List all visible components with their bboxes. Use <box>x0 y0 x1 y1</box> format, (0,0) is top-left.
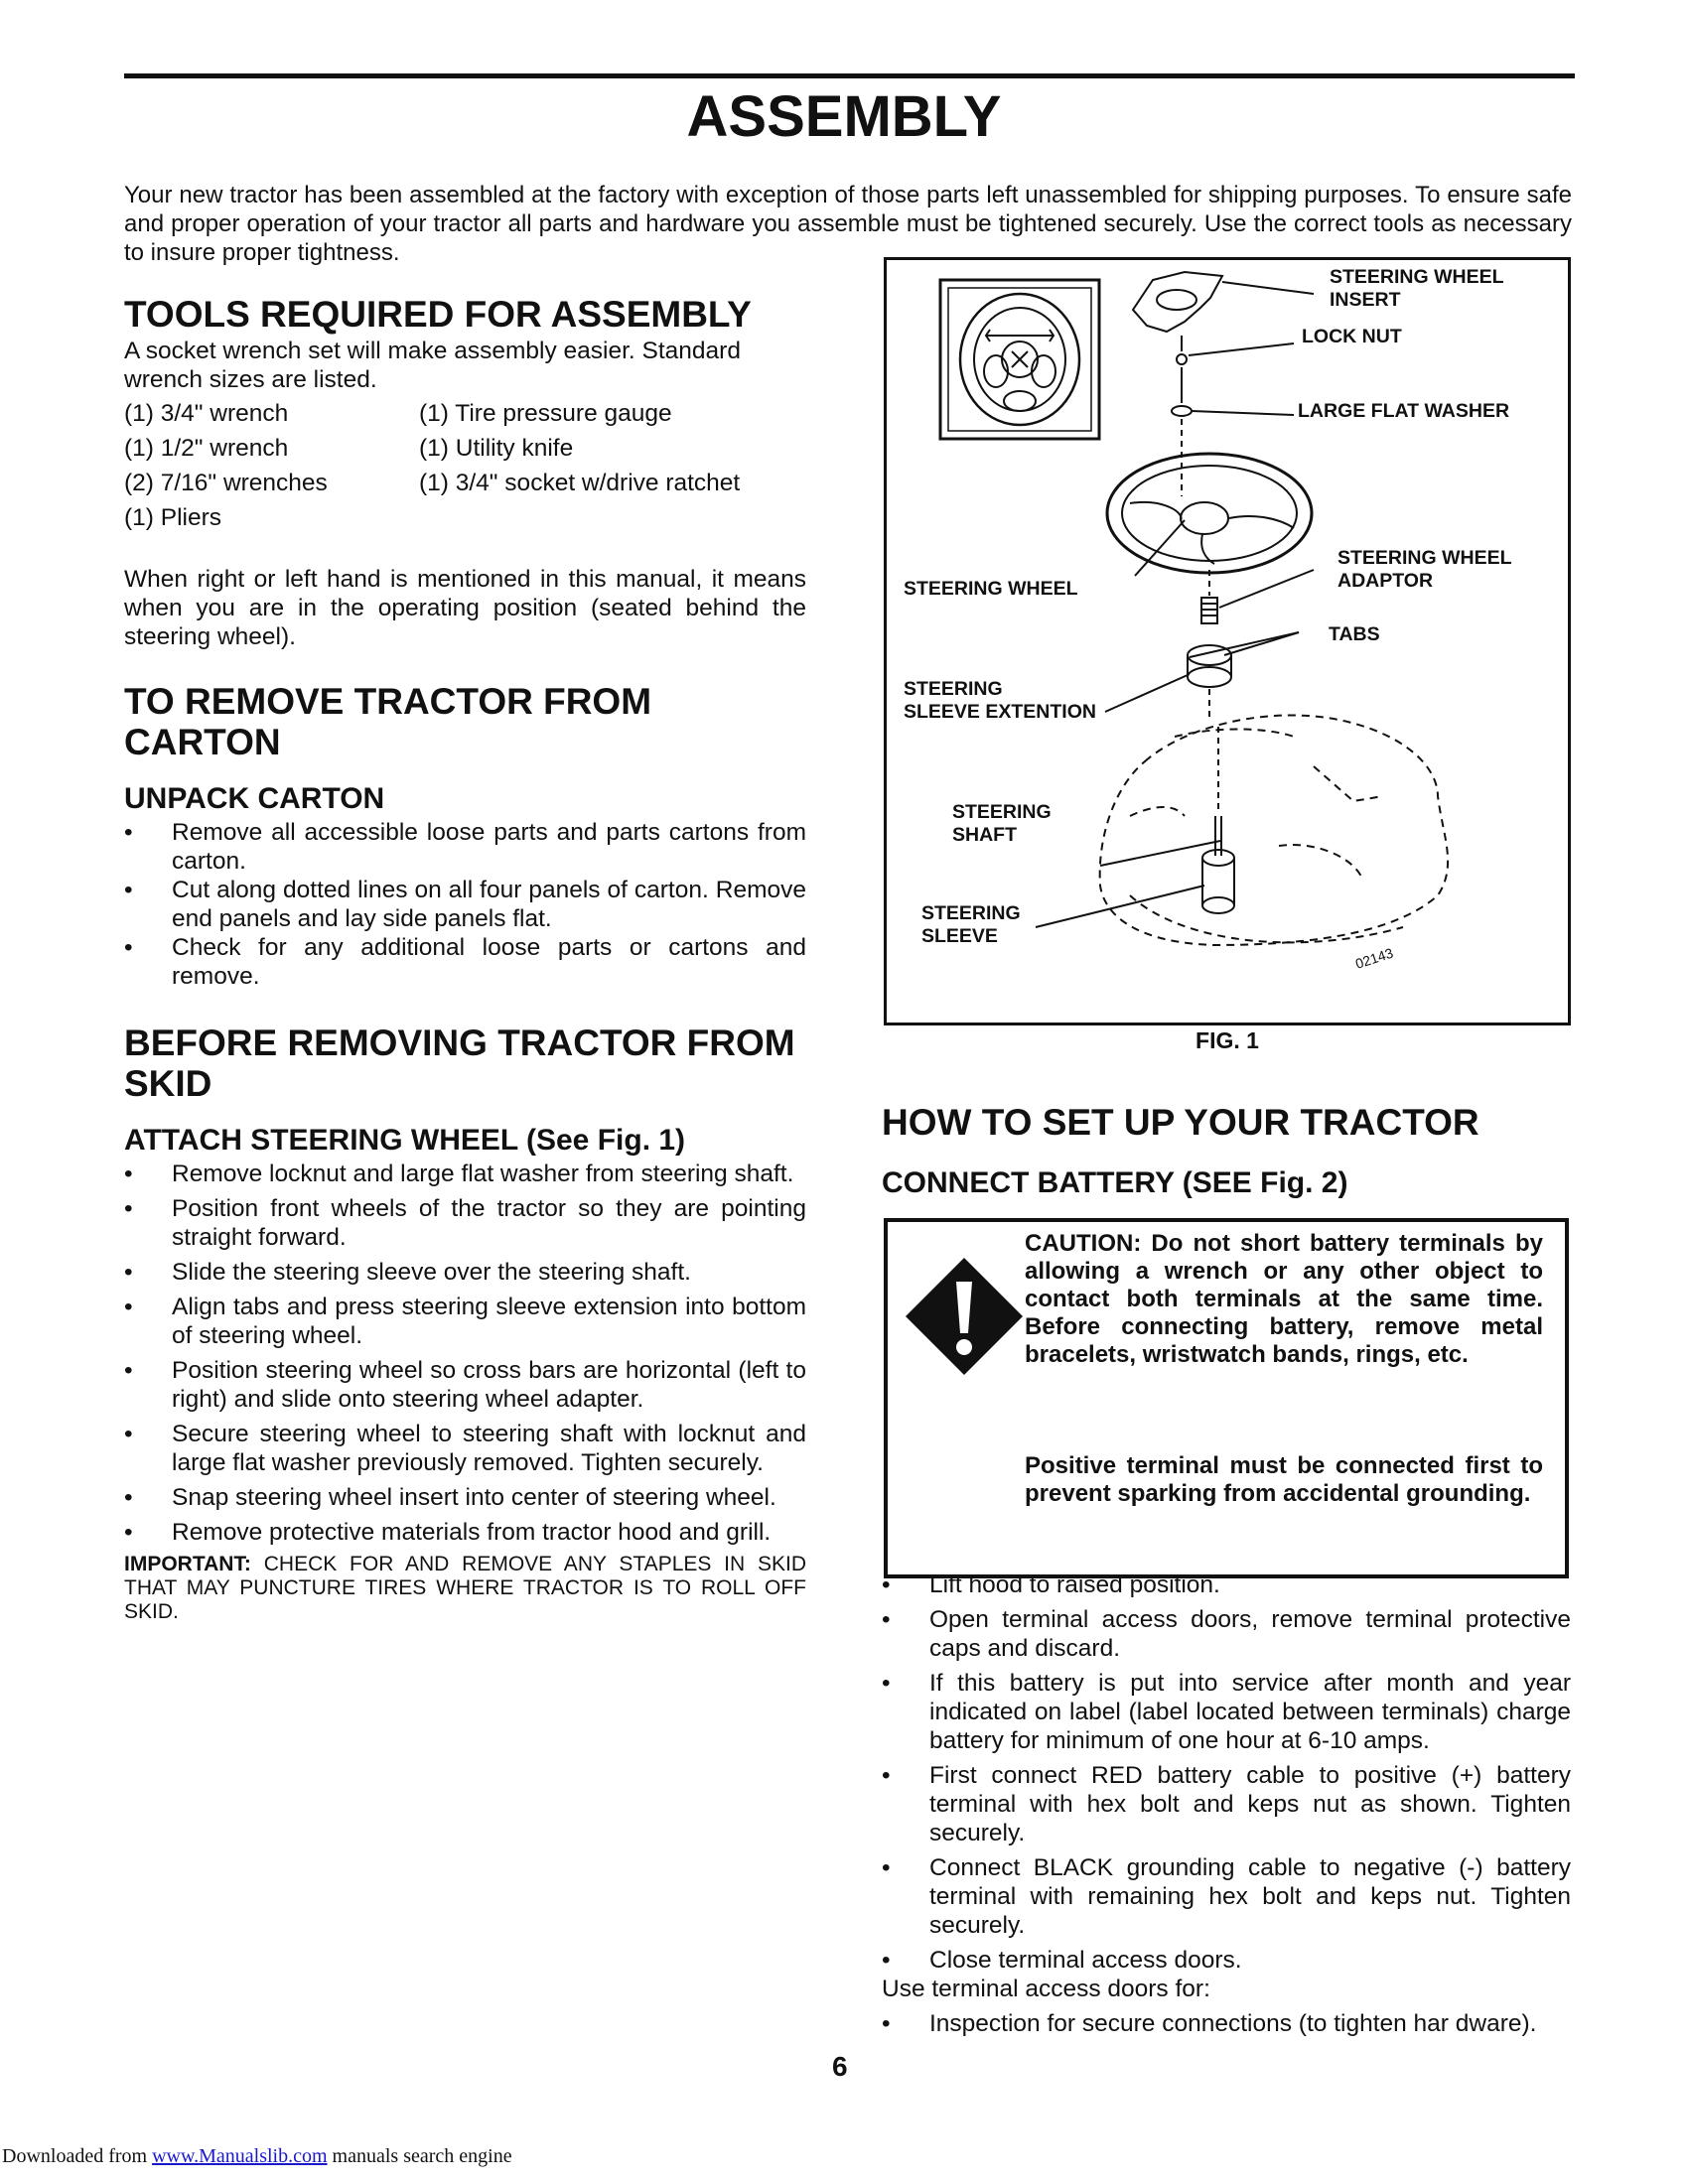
label-steering-shaft: STEERING SHAFT <box>952 801 1052 846</box>
tool-item: (1) 1/2" wrench <box>124 435 289 462</box>
battery-list <box>882 1570 1571 1975</box>
list-item: • Remove protective materials from tractor hood and grill. <box>124 1518 806 1547</box>
tool-item: (1) 3/4" socket w/drive ratchet <box>419 470 741 496</box>
label-steering-wheel: STEERING WHEEL <box>904 578 1078 600</box>
use-doors-text: Use terminal access doors for: <box>882 1976 1210 2002</box>
label-large-flat-washer: LARGE FLAT WASHER <box>1298 400 1510 422</box>
tools-list <box>124 396 806 535</box>
doors-list <box>882 2009 1571 2038</box>
list-item: • Position front wheels of the tractor so they are pointing straight forward. <box>124 1194 806 1252</box>
label-steering-sleeve-extension: STEERING SLEEVE EXTENTION <box>904 678 1096 723</box>
tool-item: (1) Utility knife <box>419 435 574 462</box>
part-number-label: 02143 <box>1352 944 1395 972</box>
tool-item: (1) Pliers <box>124 504 222 531</box>
list-item: • Check for any additional loose parts or cartons and remove. <box>124 933 806 991</box>
important-label: IMPORTANT: <box>124 1553 251 1575</box>
tool-item: (2) 7/16" wrenches <box>124 470 328 496</box>
label-steering-wheel-insert: STEERING WHEEL INSERT <box>1330 266 1504 311</box>
tools-intro: A socket wrench set will make assembly easier. Standard wrench sizes are listed. <box>124 338 741 393</box>
list-item: • Secure steering wheel to steering shaft with locknut and large flat washer previously removed. Tighten securely. <box>124 1420 806 1477</box>
list-item: • First connect RED battery cable to positive (+) battery terminal with hex bolt and keps nut as shown. Tighten securely. <box>882 1761 1571 1847</box>
tools-heading: TOOLS REQUIRED FOR ASSEMBLY <box>124 294 752 335</box>
list-item: • Slide the steering sleeve over the steering shaft. <box>124 1258 806 1287</box>
figure-caption: FIG. 1 <box>1196 1027 1259 1053</box>
battery-subheading: CONNECT BATTERY (SEE Fig. 2) <box>882 1166 1348 1199</box>
important-note <box>124 1553 806 1624</box>
page-title: ASSEMBLY <box>686 84 1002 149</box>
page-number: 6 <box>832 2051 848 2082</box>
important-text: CHECK FOR AND REMOVE ANY STAPLES IN SKID THAT MAY PUNCTURE TIRES WHERE TRACTOR IS TO ROLL OFF SKID. <box>124 1553 806 1623</box>
tool-item: (1) Tire pressure gauge <box>419 400 672 427</box>
top-rule <box>124 73 1575 78</box>
label-lock-nut: LOCK NUT <box>1302 326 1402 347</box>
caution-text-2: Positive terminal must be connected first to prevent sparking from accidental grounding. <box>1025 1452 1543 1507</box>
tool-item: (1) 3/4" wrench <box>124 400 289 427</box>
list-item: • Cut along dotted lines on all four panels of carton. Remove end panels and lay side panels flat. <box>124 876 806 933</box>
skid-heading: BEFORE REMOVING TRACTOR FROM SKID <box>124 1023 795 1104</box>
list-item: • If this battery is put into service after month and year indicated on label (label located between terminals) charge battery for minimum of one hour at 6-10 amps. <box>882 1669 1571 1755</box>
list-item: • Lift hood to raised position. <box>882 1570 1571 1599</box>
list-item: • Remove locknut and large flat washer from steering shaft. <box>124 1160 806 1188</box>
battery-steps <box>882 1570 1571 2044</box>
remove-heading: TO REMOVE TRACTOR FROM CARTON <box>124 681 652 762</box>
tool-item <box>419 500 806 535</box>
manualslib-link[interactable]: www.Manualslib.com <box>152 2145 328 2167</box>
figure-1 <box>884 257 1571 1025</box>
intro-paragraph: Your new tractor has been assembled at the factory with exception of those parts left unassembled for shipping purposes. To ensure safe and proper operation of your tractor all parts and hardware you assemble must be tightened securely. Use the correct tools as necessary to insure proper tightness. <box>124 182 1572 266</box>
caution-box <box>884 1218 1569 1578</box>
warning-icon <box>900 1252 1029 1381</box>
setup-heading: HOW TO SET UP YOUR TRACTOR <box>882 1102 1479 1143</box>
unpack-subheading: UNPACK CARTON <box>124 782 385 815</box>
list-item: • Remove all accessible loose parts and parts cartons from carton. <box>124 818 806 876</box>
steering-list <box>124 1160 806 1547</box>
list-item: • Connect BLACK grounding cable to negative (-) battery terminal with remaining hex bolt and keps nut. Tighten securely. <box>882 1853 1571 1940</box>
steering-subheading: ATTACH STEERING WHEEL (See Fig. 1) <box>124 1124 686 1157</box>
list-item: • Position steering wheel so cross bars are horizontal (left to right) and slide onto steering wheel adapter. <box>124 1356 806 1414</box>
list-item: • Inspection for secure connections (to tighten har dware). <box>882 2009 1571 2038</box>
list-item: • Snap steering wheel insert into center of steering wheel. <box>124 1483 806 1512</box>
footer-prefix: Downloaded from <box>2 2145 153 2167</box>
caution-text-1: CAUTION: Do not short battery terminals by allowing a wrench or any other object to contact both terminals at the same time. Before connecting battery, remove metal bracelets, wristwatch bands, rings, etc. <box>1025 1230 1543 1368</box>
list-item: • Open terminal access doors, remove terminal protective caps and discard. <box>882 1605 1571 1663</box>
hand-note: When right or left hand is mentioned in this manual, it means when you are in the operating position (seated behind the steering wheel). <box>124 566 806 650</box>
list-item: • Close terminal access doors. <box>882 1946 1571 1975</box>
label-steering-wheel-adaptor: STEERING WHEEL ADAPTOR <box>1337 547 1512 592</box>
list-item: • Align tabs and press steering sleeve extension into bottom of steering wheel. <box>124 1293 806 1350</box>
footer-suffix: manuals search engine <box>327 2145 512 2167</box>
left-column <box>124 294 806 1624</box>
label-steering-sleeve: STEERING SLEEVE <box>921 902 1021 947</box>
label-tabs: TABS <box>1329 623 1380 645</box>
download-footer <box>2 2145 512 2168</box>
unpack-list <box>124 818 806 991</box>
